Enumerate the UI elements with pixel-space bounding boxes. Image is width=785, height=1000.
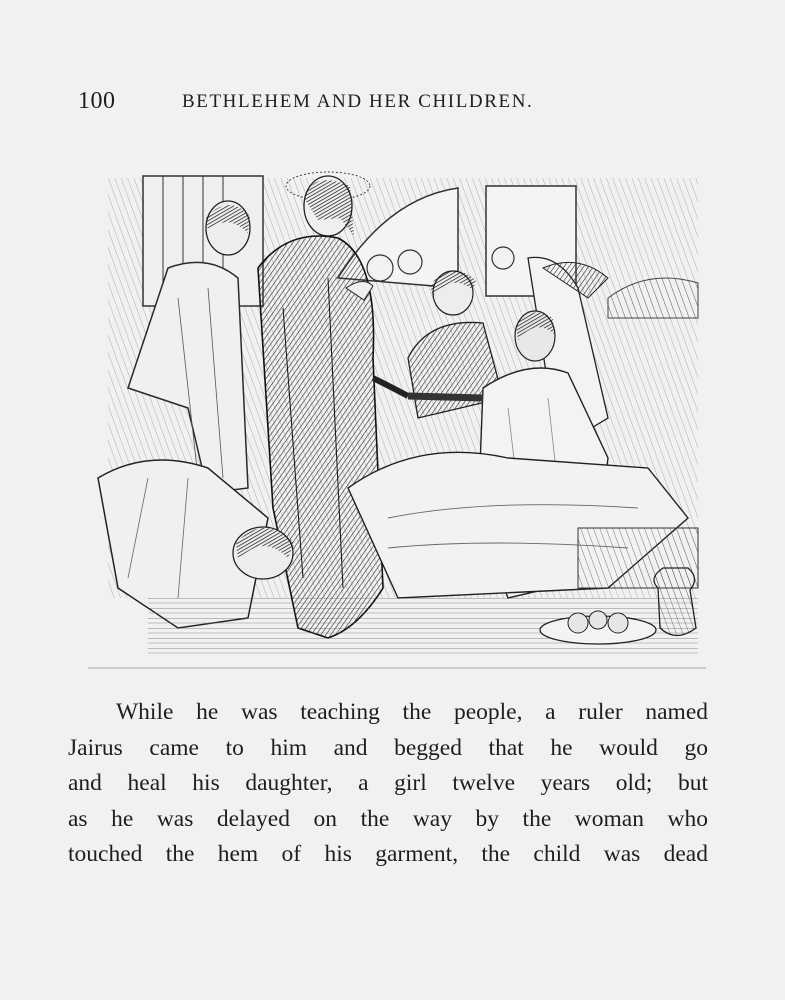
body-line: and heal his daughter, a girl twelve years old; but [68, 770, 708, 796]
body-line: as he was delayed on the way by the woman who [68, 805, 708, 832]
onlooker-head-3 [492, 247, 514, 269]
page-header [78, 88, 618, 122]
fruit [568, 613, 588, 633]
fruit [608, 613, 628, 633]
running-title: BETHLEHEM AND HER CHILDREN. [182, 91, 534, 112]
engraving-svg [88, 158, 706, 670]
water-jar [654, 568, 696, 636]
onlooker-head-1 [367, 255, 393, 281]
body-paragraph [68, 695, 708, 873]
engraving-illustration [88, 158, 706, 670]
body-line: Jairus came to him and begged that he would go [68, 734, 708, 761]
fruit [589, 611, 607, 629]
body-line: While he was teaching the people, a ruler named [116, 699, 708, 725]
girl-arm [408, 396, 483, 398]
onlooker-head-2 [398, 250, 422, 274]
body-line: touched the hem of his garment, the child was dead [68, 841, 708, 867]
page-number: 100 [78, 88, 116, 114]
